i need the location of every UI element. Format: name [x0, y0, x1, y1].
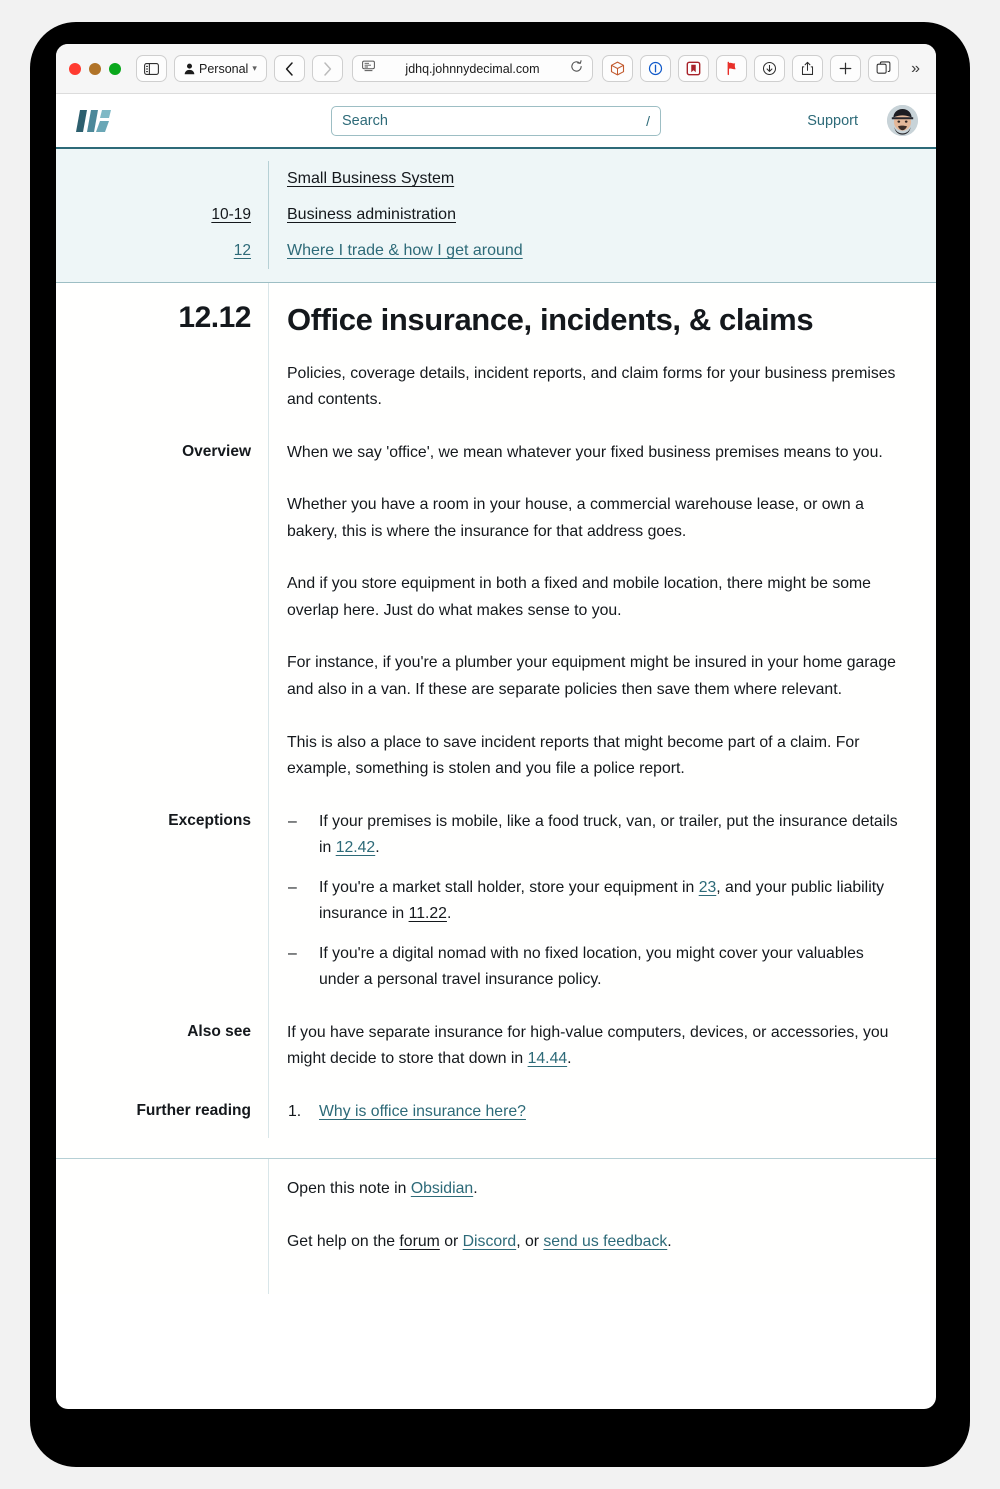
also-see-text-2: .	[567, 1050, 572, 1068]
list-marker: –	[288, 944, 297, 962]
new-tab-button[interactable]	[830, 55, 861, 82]
footer-obsidian-line	[287, 1163, 908, 1216]
paragraph: For instance, if you're a plumber your equipment might be insured in your home garage and also in a van. If these are separate policies then save them where relevant.	[287, 654, 896, 699]
also-see-text-0: If you have separate insurance for high-value computers, devices, or accessories, you might decide to store that down in	[287, 1023, 889, 1068]
list-item	[287, 875, 908, 928]
address-bar[interactable]	[352, 55, 593, 82]
footer-help-text-4: , or	[516, 1232, 544, 1250]
footer-gutter	[56, 1159, 268, 1259]
extension-package-button[interactable]	[602, 55, 633, 82]
chevron-double-right-icon: »	[911, 59, 920, 77]
exceptions-list	[287, 796, 908, 1007]
bookmark-extension-icon	[686, 61, 701, 76]
exception-0-text-0: If your premises is mobile, like a food truck, van, or trailer, put the insurance details in	[319, 812, 898, 857]
breadcrumb-label-wrap	[268, 197, 936, 233]
header-search-wrap	[56, 106, 936, 136]
breadcrumb-row-2	[56, 233, 936, 269]
section-body-also-see	[268, 1007, 936, 1086]
browser-window	[56, 44, 936, 1409]
exception-0-link-1[interactable]: 12.42	[335, 839, 376, 857]
extension-flag-button[interactable]	[716, 55, 747, 82]
avatar[interactable]	[887, 105, 918, 136]
site-header	[56, 94, 936, 147]
share-icon	[801, 61, 814, 76]
exception-1-text-2: , and your public liability insurance in	[319, 878, 884, 923]
paragraph: This is also a place to save incident reports that might become part of a claim. For example, something is stolen and you file a police report.	[287, 733, 860, 778]
profile-switcher-button[interactable]	[174, 55, 267, 82]
downloads-button[interactable]	[754, 55, 785, 82]
url-text: jdhq.johnnydecimal.com	[405, 61, 540, 76]
close-window-button[interactable]	[69, 63, 81, 75]
note-title-col	[268, 283, 936, 348]
exception-1-link-3[interactable]: 11.22	[408, 905, 447, 923]
paragraph: Whether you have a room in your house, a commercial warehouse lease, or own a bakery, this is where the insurance for that address goes.	[287, 496, 864, 540]
toolbar-more-button[interactable]	[908, 61, 923, 77]
section-label-also-see: Also see	[187, 1022, 251, 1040]
note-summary: Policies, coverage details, incident reports, and claim forms for your business premises and contents.	[287, 364, 896, 409]
footer-help-line	[287, 1216, 908, 1269]
also-see-paragraph	[287, 1007, 908, 1086]
further-reading-list	[287, 1086, 908, 1139]
list-item	[287, 941, 908, 994]
breadcrumb-number-link-12[interactable]: 12	[233, 242, 251, 259]
red-flag-extension-icon	[724, 61, 739, 76]
breadcrumb-number[interactable]	[56, 233, 268, 269]
breadcrumb-label-wrap	[268, 161, 936, 197]
window-traffic-lights	[69, 63, 121, 75]
back-button[interactable]	[274, 55, 305, 82]
footer-help-link-1[interactable]: forum	[399, 1232, 440, 1250]
breadcrumb-link-system[interactable]: Small Business System	[287, 170, 455, 187]
also-see-link-1[interactable]: 14.44	[527, 1050, 568, 1068]
chevron-down-icon: ▾	[252, 63, 257, 73]
section-also-see	[56, 1007, 936, 1086]
note-id: 12.12	[178, 301, 251, 334]
maximize-window-button[interactable]	[109, 63, 121, 75]
share-button[interactable]	[792, 55, 823, 82]
exception-0-text-2: .	[375, 839, 380, 857]
info-circle-extension-icon	[648, 61, 663, 76]
page-title: Office insurance, incidents, & claims	[287, 302, 814, 337]
section-overview	[56, 427, 936, 796]
search-shortcut-hint: /	[646, 112, 650, 129]
list-marker: 1.	[288, 1102, 302, 1120]
footer-obsidian-text-0: Open this note in	[287, 1180, 411, 1198]
person-icon	[184, 63, 195, 75]
list-item	[287, 809, 908, 862]
support-link[interactable]: Support	[807, 112, 858, 129]
paragraph: When we say 'office', we mean whatever your fixed business premises means to you.	[287, 443, 883, 461]
section-exceptions	[56, 796, 936, 1007]
list-item	[287, 1099, 908, 1126]
breadcrumb-row-0	[56, 161, 936, 197]
tab-overview-button[interactable]	[868, 55, 899, 82]
breadcrumb-number[interactable]	[56, 197, 268, 233]
breadcrumb-link-area[interactable]: Business administration	[287, 206, 456, 223]
section-body-exceptions	[268, 796, 936, 1007]
sidebar-toggle-button[interactable]	[136, 55, 167, 82]
footer-help-link-5[interactable]: send us feedback	[543, 1232, 668, 1250]
section-label-overview: Overview	[182, 442, 251, 460]
forward-chevron-icon	[323, 62, 332, 76]
extension-info-button[interactable]	[640, 55, 671, 82]
footer-obsidian-link-1[interactable]: Obsidian	[410, 1180, 474, 1198]
reader-view-icon[interactable]	[362, 60, 375, 78]
minimize-window-button[interactable]	[89, 63, 101, 75]
footer-help-text-6: .	[667, 1232, 672, 1250]
footer-help-text-0: Get help on the	[287, 1232, 400, 1250]
footer-obsidian-text-2: .	[473, 1180, 478, 1198]
list-marker: –	[288, 878, 297, 896]
note-title-row	[56, 283, 936, 348]
package-extension-icon	[610, 61, 625, 76]
exception-1-text-4: .	[446, 905, 452, 923]
sidebar-toggle-icon	[144, 63, 159, 75]
search-input[interactable]	[331, 106, 661, 136]
forward-button[interactable]	[312, 55, 343, 82]
section-body-further-reading	[268, 1086, 936, 1139]
browser-toolbar	[56, 44, 936, 94]
list-marker: –	[288, 812, 297, 830]
further-reading-link-0[interactable]: Why is office insurance here?	[319, 1102, 526, 1120]
back-chevron-icon	[285, 62, 294, 76]
profile-label: Personal	[199, 61, 249, 76]
search-placeholder: Search	[342, 112, 388, 129]
page-footer	[56, 1159, 936, 1294]
section-label-further-reading: Further reading	[136, 1101, 251, 1119]
exception-2-text-0: If you're a digital nomad with no fixed location, you might cover your valuables under a personal travel insurance policy.	[319, 944, 864, 989]
section-body-overview	[268, 427, 936, 796]
section-further-reading	[56, 1086, 936, 1139]
plus-icon	[838, 61, 853, 76]
breadcrumb-row-1	[56, 197, 936, 233]
footer-help-link-3[interactable]: Discord	[462, 1232, 517, 1250]
extension-bookmark-button[interactable]	[678, 55, 709, 82]
breadcrumb	[56, 147, 936, 283]
note-content	[56, 283, 936, 1294]
paragraph: And if you store equipment in both a fixed and mobile location, there might be some overlap here. Just do what makes sense to you.	[287, 575, 871, 619]
download-icon	[762, 61, 777, 76]
breadcrumb-label-wrap	[268, 233, 936, 269]
footer-help-text-2: or	[439, 1232, 463, 1250]
note-summary-row	[56, 348, 936, 427]
exception-1-text-0: If you're a market stall holder, store your equipment in	[319, 878, 699, 896]
section-label-exceptions: Exceptions	[168, 811, 251, 829]
breadcrumb-number-link-10-19[interactable]: 10-19	[211, 206, 251, 223]
tab-overview-icon	[876, 61, 891, 76]
footer-col	[268, 1159, 936, 1294]
exception-1-link-1[interactable]: 23	[698, 878, 717, 896]
breadcrumb-link-category[interactable]: Where I trade & how I get around	[287, 242, 523, 259]
summary-col	[268, 348, 936, 427]
reload-icon[interactable]	[570, 60, 583, 78]
